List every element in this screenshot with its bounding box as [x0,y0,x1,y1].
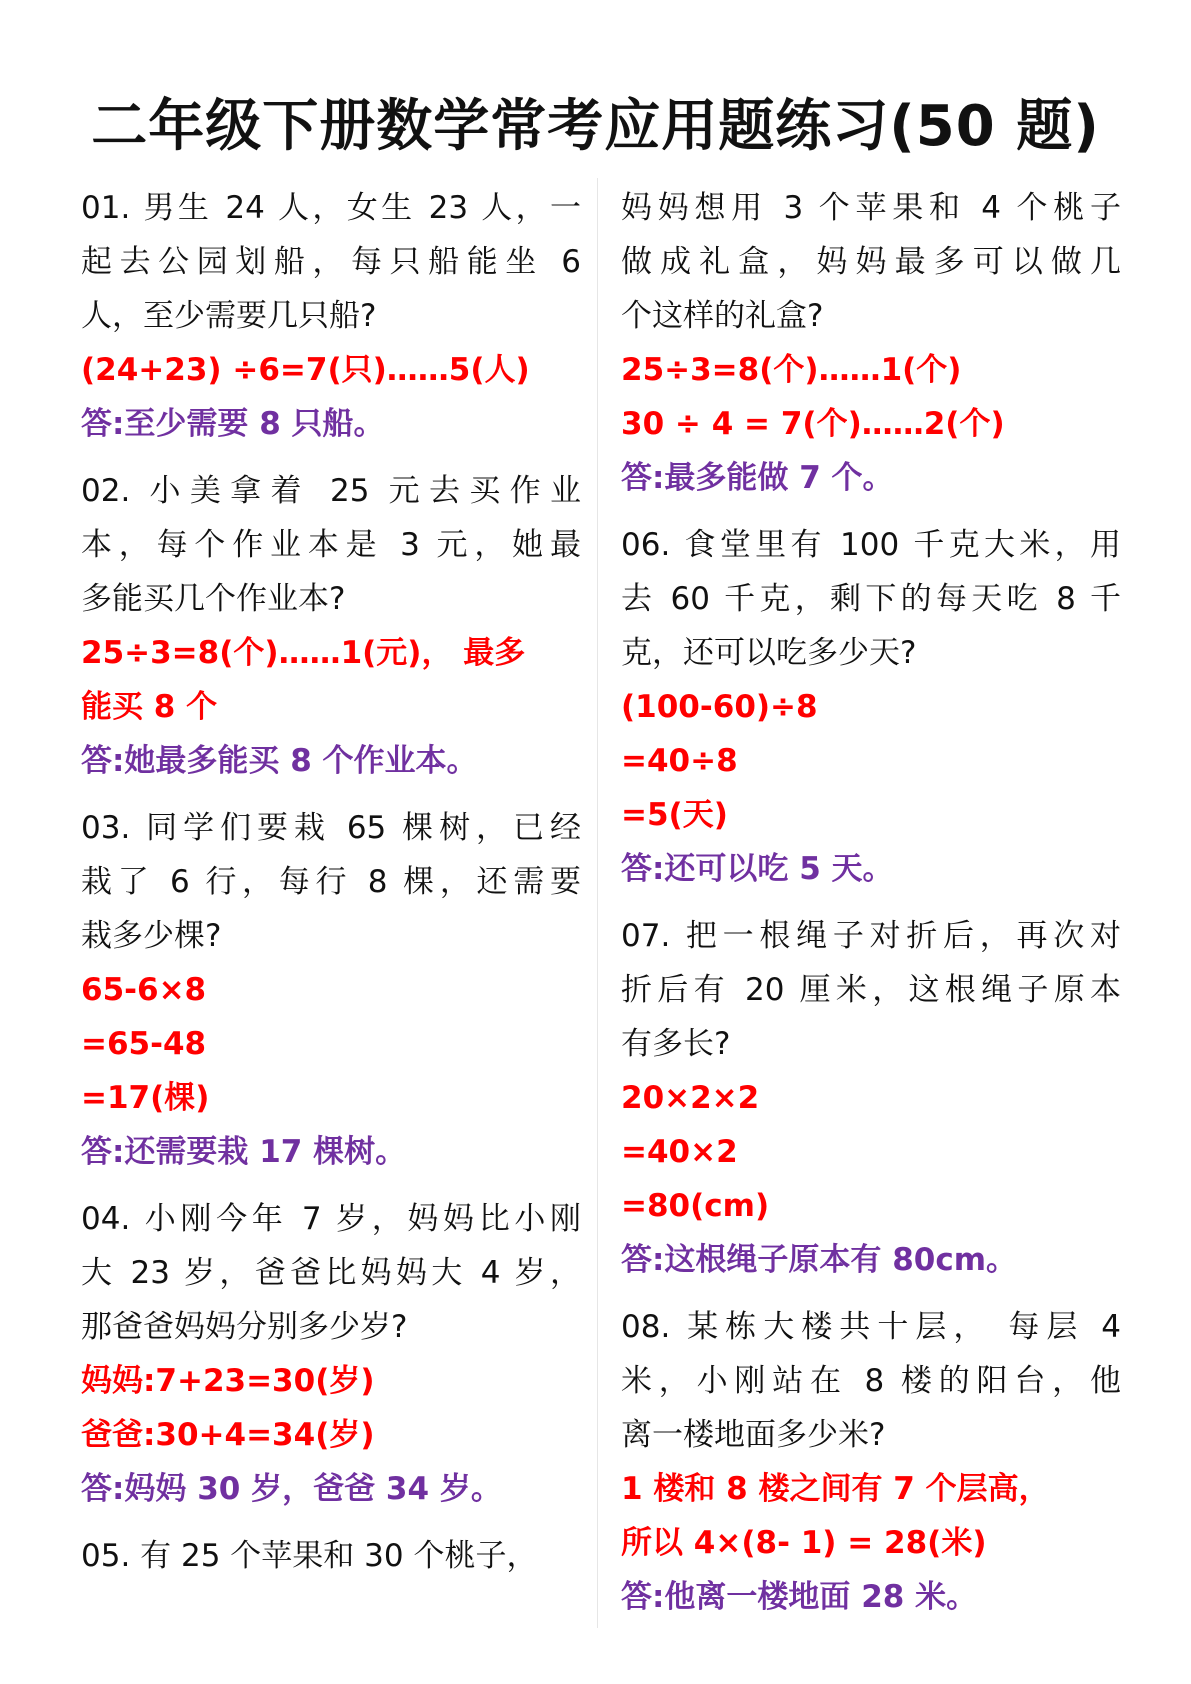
solution-line: =40×2 [621,1134,738,1170]
problem-block [621,181,1121,505]
question-line: 05. 有 25 个苹果和 30 个桃子， [81,1538,538,1574]
problem-block [81,801,581,1179]
solution-line: =17(棵) [81,1080,210,1116]
question-line: 有多长? [621,1026,731,1062]
question-line: 03. 同学们要栽 65 棵树，已经 [81,810,581,846]
question-line: 妈妈想用 3 个苹果和 4 个桃子 [621,190,1121,226]
question-line: 离一楼地面多少米? [621,1417,886,1453]
solution-line: =5(天) [621,797,728,833]
solution-line: 20×2×2 [621,1080,760,1116]
question-line: 折后有 20 厘米，这根绳子原本 [621,972,1121,1008]
question-line: 克，还可以吃多少天? [621,635,917,671]
column-divider [597,178,598,1628]
question-line: 01. 男生 24 人，女生 23 人，一 [81,190,581,226]
answer-line: 答:至少需要 8 只船。 [81,406,385,442]
solution-line: (100-60)÷8 [621,689,818,725]
answer-line: 答:妈妈 30 岁，爸爸 34 岁。 [81,1471,502,1507]
solution-line: 25÷3=8(个)……1(元)， 最多 [81,635,526,671]
left-column [81,181,581,1583]
question-line: 做成礼盒，妈妈最多可以做几 [621,244,1121,280]
problem-block [81,1192,581,1516]
solution-line: 所以 4×(8- 1) = 28(米) [621,1525,987,1561]
question-line: 去 60 千克，剩下的每天吃 8 千 [621,581,1121,617]
question-line: 02. 小美拿着 25 元去买作业 [81,473,581,509]
question-line: 多能买几个作业本? [81,581,346,617]
answer-line: 答:这根绳子原本有 80cm。 [621,1242,1018,1278]
question-line: 那爸爸妈妈分别多少岁? [81,1309,408,1345]
solution-line: 能买 8 个 [81,689,218,725]
solution-line: 65-6×8 [81,972,207,1008]
solution-line: 1 楼和 8 楼之间有 7 个层高， [621,1471,1050,1507]
question-line: 个这样的礼盒? [621,298,824,334]
solution-line: 妈妈:7+23=30(岁) [81,1363,375,1399]
problem-block [621,518,1121,896]
solution-line: (24+23) ÷6=7(只)……5(人) [81,352,530,388]
answer-line: 答:最多能做 7 个。 [621,460,894,496]
question-line: 08. 某栋大楼共十层， 每层 4 [621,1309,1121,1345]
answer-line: 答:还可以吃 5 天。 [621,851,894,887]
solution-line: 25÷3=8(个)……1(个) [621,352,962,388]
right-column [621,181,1121,1624]
solution-line: 30 ÷ 4 = 7(个)……2(个) [621,406,1005,442]
problem-block [81,464,581,788]
question-line: 04. 小刚今年 7 岁，妈妈比小刚 [81,1201,581,1237]
question-line: 06. 食堂里有 100 千克大米，用 [621,527,1121,563]
question-line: 起去公园划船，每只船能坐 6 [81,244,581,280]
solution-line: =40÷8 [621,743,738,779]
solution-line: =80(cm) [621,1188,770,1224]
question-line: 本，每个作业本是 3 元，她最 [81,527,581,563]
question-line: 大 23 岁，爸爸比妈妈大 4 岁， [81,1255,581,1291]
question-line: 07. 把一根绳子对折后，再次对 [621,918,1121,954]
page-title: 二年级下册数学常考应用题练习(50 题) [91,94,1100,159]
answer-line: 答:还需要栽 17 棵树。 [81,1134,407,1170]
problem-block [81,1529,581,1583]
answer-line: 答:她最多能买 8 个作业本。 [81,743,478,779]
problem-block [621,1300,1121,1624]
question-line: 栽多少棵? [81,918,222,954]
problem-block [621,909,1121,1287]
question-line: 人，至少需要几只船? [81,298,377,334]
question-line: 栽了 6 行，每行 8 棵，还需要 [81,864,581,900]
answer-line: 答:他离一楼地面 28 米。 [621,1579,978,1615]
question-line: 米，小刚站在 8 楼的阳台，他 [621,1363,1121,1399]
solution-line: 爸爸:30+4=34(岁) [81,1417,375,1453]
problem-block [81,181,581,451]
solution-line: =65-48 [81,1026,207,1062]
